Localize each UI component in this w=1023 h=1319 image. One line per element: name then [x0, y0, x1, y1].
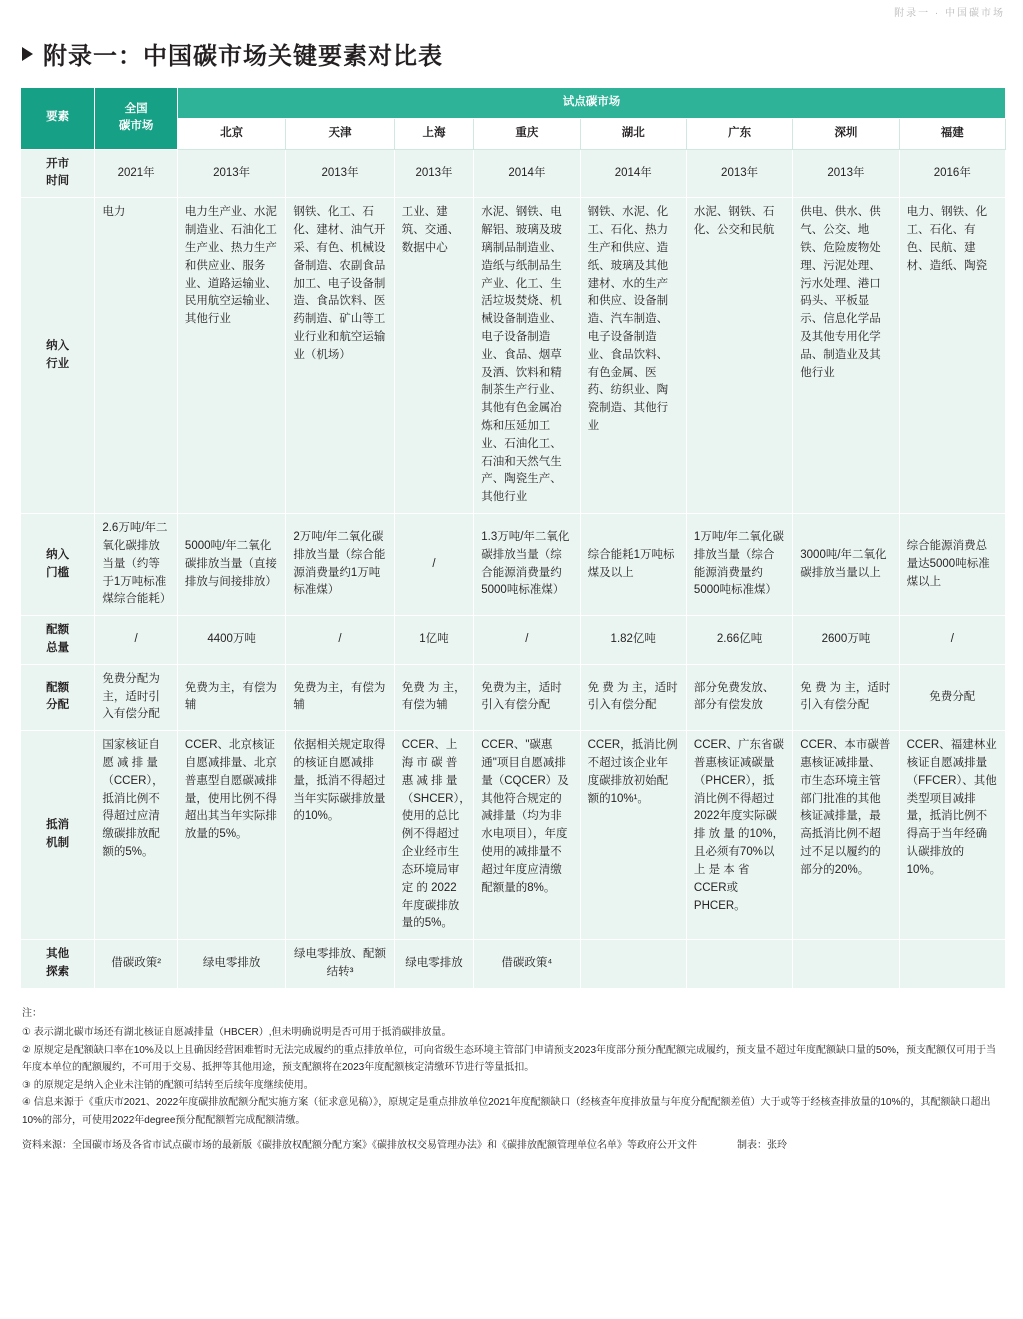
cell-offset-tianjin: 依据相关规定取得的核证自愿减排量，抵消不得超过当年实际碳排放量的10%。 — [286, 731, 394, 940]
cell-offset-national: 国家核证自愿 减 排 量（CCER），抵消比例不得超过应清缴碳排放配额的5%。 — [95, 731, 178, 940]
page-title: 附录一：中国碳市场关键要素对比表 — [43, 43, 443, 70]
cell-industries-chongqing: 水泥、钢铁、电解铝、玻璃及玻璃制品制造业、造纸与纸制品生产业、化工、生活垃圾焚烧、机械设备制造业、电子设备制造业、食品、烟草及酒、饮料和精制茶生产行业、其他有色金属冶炼和压延加工业、石油化工、石油和天然气生产、陶瓷生产、其他行业 — [474, 198, 580, 514]
cell-threshold-beijing: 5000吨/年二氧化碳排放当量（直接排放与间接排放） — [177, 514, 285, 616]
cell-other-tianjin: 绿电零排放、配额结转³ — [286, 940, 394, 989]
cell-threshold-shanghai: / — [394, 514, 474, 616]
table-row — [21, 514, 1006, 616]
cell-total-chongqing: / — [474, 616, 580, 665]
header-city-beijing: 北京 — [177, 118, 285, 149]
triangle-bullet-icon — [22, 47, 33, 61]
cell-offset-fujian: CCER、福建林业核证自愿减排量（FFCER）、其他类型项目减排量，抵消比例不得高于当年经确认碳排放的10%。 — [899, 731, 1005, 940]
cell-other-beijing: 绿电零排放 — [177, 940, 285, 989]
cell-industries-shanghai: 工业、建筑、交通、数据中心 — [394, 198, 474, 514]
source-text: 资料来源：全国碳市场及各省市试点碳市场的最新版《碳排放权配额分配方案》《碳排放权交易管理办法》和《碳排放配额管理单位名单》等政府公开文件 — [22, 1140, 697, 1152]
cell-threshold-tianjin: 2万吨/年二氧化碳排放当量（综合能源消费量约1万吨标准煤） — [286, 514, 394, 616]
cell-other-shenzhen — [793, 940, 899, 989]
row-label-line2: 探索 — [46, 965, 70, 978]
cell-total-fujian: / — [899, 616, 1005, 665]
footnotes-heading: 注： — [22, 1007, 42, 1019]
cell-launch-shenzhen: 2013年 — [793, 149, 899, 198]
header-city-hubei: 湖北 — [580, 118, 686, 149]
cell-threshold-chongqing: 1.3万吨/年二氧化碳排放当量（综合能源消费量约5000吨标准煤） — [474, 514, 580, 616]
header-city-guangdong: 广东 — [686, 118, 792, 149]
row-label-line1: 其他 — [46, 948, 70, 961]
row-label-covered-industries — [21, 198, 95, 514]
header-city-fujian: 福建 — [899, 118, 1005, 149]
cell-industries-beijing: 电力生产业、水泥制造业、石油化工生产业、热力生产和供应业、服务业、道路运输业、民用航空运输业、其他行业 — [177, 198, 285, 514]
header-national-market — [95, 88, 178, 150]
row-label-line1: 开市 — [46, 157, 70, 170]
row-label-other-exploration — [21, 940, 95, 989]
cell-offset-guangdong: CCER、广东省碳普惠核证减碳量（PHCER），抵消比例不得超过2022年度实际碳排 放 量 的10%，且必须有70%以上 是 本 省 CCER或PHCER。 — [686, 731, 792, 940]
cell-industries-national: 电力 — [95, 198, 178, 514]
cell-other-guangdong — [686, 940, 792, 989]
cell-offset-beijing: CCER、北京核证自愿减排量、北京普惠型自愿碳减排量，使用比例不得超出其当年实际排放量的5%。 — [177, 731, 285, 940]
cell-allocation-hubei: 免 费 为 主，适时引入有偿分配 — [580, 664, 686, 730]
cell-allocation-national: 免费分配为主，适时引入有偿分配 — [95, 664, 178, 730]
row-label-line1: 配额 — [46, 681, 70, 694]
cell-total-shanghai: 1亿吨 — [394, 616, 474, 665]
cell-industries-tianjin: 钢铁、化工、石化、建材、油气开采、有色、机械设备制造、农副食品加工、电子设备制造、食品饮料、医药制造、矿山等工业行业和航空运输业（机场） — [286, 198, 394, 514]
cell-industries-hubei: 钢铁、水泥、化工、石化、热力生产和供应、造纸、玻璃及其他建材、水的生产和供应、设备制造、汽车制造、电子设备制造业、食品饮料、有色金属、医药、纺织业、陶瓷制造、其他行业 — [580, 198, 686, 514]
row-label-line2: 行业 — [46, 357, 70, 370]
cell-launch-hubei: 2014年 — [580, 149, 686, 198]
table-row — [21, 198, 1006, 514]
cell-other-national: 借碳政策² — [95, 940, 178, 989]
header-city-chongqing: 重庆 — [474, 118, 580, 149]
header-city-shanghai: 上海 — [394, 118, 474, 149]
cell-allocation-fujian: 免费分配 — [899, 664, 1005, 730]
footnote-3: ③ 的原规定是纳入企业未注销的配额可结转至后续年度继续使用。 — [22, 1079, 314, 1091]
cell-total-tianjin: / — [286, 616, 394, 665]
cell-total-shenzhen: 2600万吨 — [793, 616, 899, 665]
cell-allocation-shenzhen: 免 费 为 主，适时引入有偿分配 — [793, 664, 899, 730]
row-label-line1: 纳入 — [46, 548, 70, 561]
cell-threshold-national: 2.6万吨/年二氧化碳排放当量（约等于1万吨标准煤综合能耗） — [95, 514, 178, 616]
header-pilot-markets: 试点碳市场 — [177, 88, 1005, 119]
cell-launch-shanghai: 2013年 — [394, 149, 474, 198]
cell-launch-national: 2021年 — [95, 149, 178, 198]
carbon-market-comparison-table — [20, 87, 1006, 989]
row-label-threshold — [21, 514, 95, 616]
cell-allocation-chongqing: 免费为主，适时引入有偿分配 — [474, 664, 580, 730]
cell-total-national: / — [95, 616, 178, 665]
header-city-tianjin: 天津 — [286, 118, 394, 149]
cell-launch-tianjin: 2013年 — [286, 149, 394, 198]
table-row — [21, 149, 1006, 198]
row-label-allowance-total — [21, 616, 95, 665]
cell-threshold-fujian: 综合能源消费总量达5000吨标准煤以上 — [899, 514, 1005, 616]
cell-allocation-shanghai: 免费 为 主，有偿为辅 — [394, 664, 474, 730]
cell-offset-hubei: CCER，抵消比例不超过该企业年度碳排放初始配额的10%¹。 — [580, 731, 686, 940]
source-row — [22, 1137, 1005, 1155]
row-label-offset-mechanism — [21, 731, 95, 940]
table-row — [21, 731, 1006, 940]
table-row — [21, 940, 1006, 989]
cell-launch-guangdong: 2013年 — [686, 149, 792, 198]
header-national-line2: 碳市场 — [118, 120, 154, 133]
footnotes-block — [22, 1005, 1005, 1155]
cell-allocation-guangdong: 部分免费发放、部分有偿发放 — [686, 664, 792, 730]
cell-launch-chongqing: 2014年 — [474, 149, 580, 198]
cell-other-shanghai: 绿电零排放 — [394, 940, 474, 989]
header-national-line1: 全国 — [124, 102, 148, 115]
row-label-line2: 机制 — [46, 837, 70, 850]
cell-other-fujian — [899, 940, 1005, 989]
footnote-4: ④ 信息来源于《重庆市2021、2022年度碳排放配额分配实施方案（征求意见稿）》，原规定是重点排放单位2021年度配额缺口（经核查年度排放量与年度分配配额差值）大于或等于经核查排放量的10%的，其配额缺口超出10%的部分，可使用2022年degree预分配配额暂完成配额清缴。 — [22, 1097, 991, 1126]
cell-launch-fujian: 2016年 — [899, 149, 1005, 198]
cell-threshold-guangdong: 1万吨/年二氧化碳排放当量（综合能源消费量约5000吨标准煤） — [686, 514, 792, 616]
row-label-launch-time — [21, 149, 95, 198]
footnote-2: ② 原规定是配额缺口率在10%及以上且确因经营困难暂时无法完成履约的重点排放单位，可向省级生态环境主管部门申请预支2023年度部分预分配配额完成履约，预支量不超过年度配额缺口量的50%，预支配额仅可用于当年度本单位的配额履约，不可用于交易、抵押等其他用途，预支配额将在2023年度配额核定清缴环节进行等量抵扣。 — [22, 1044, 997, 1074]
table-row — [21, 664, 1006, 730]
cell-other-hubei — [580, 940, 686, 989]
footnote-1: ① 表示湖北碳市场还有湖北核证自愿减排量（HBCER）,但未明确说明是否可用于抵消碳排放量。 — [22, 1027, 452, 1039]
header-city-shenzhen: 深圳 — [793, 118, 899, 149]
page-header-right: 附录一 · 中国碳市场 — [894, 8, 1005, 19]
cell-industries-guangdong: 水泥、钢铁、石化、公交和民航 — [686, 198, 792, 514]
header-factor: 要素 — [21, 88, 95, 150]
cell-industries-fujian: 电力、钢铁、化工、石化、有色、民航、建材、造纸、陶瓷 — [899, 198, 1005, 514]
page-title-row — [22, 36, 1005, 71]
row-label-line2: 门槛 — [46, 566, 70, 579]
page-topbar — [18, 0, 1005, 22]
row-label-line1: 抵消 — [46, 819, 70, 832]
row-label-line2: 总量 — [46, 641, 70, 654]
cell-launch-beijing: 2013年 — [177, 149, 285, 198]
cell-total-hubei: 1.82亿吨 — [580, 616, 686, 665]
cell-offset-chongqing: CCER、"碳惠通"项目自愿减排量（CQCER）及其他符合规定的减排量（均为非水电项目），年度使用的减排量不超过年度应清缴配额量的8%。 — [474, 731, 580, 940]
row-label-allocation — [21, 664, 95, 730]
row-label-line2: 时间 — [46, 175, 70, 188]
cell-total-beijing: 4400万吨 — [177, 616, 285, 665]
table-header-row-1 — [21, 88, 1006, 119]
cell-offset-shanghai: CCER、上海 市 碳 普 惠 减 排 量（SHCER），使用的总比例不得超过企业经市生态环境局审定 的 2022 年度碳排放量的5%。 — [394, 731, 474, 940]
cell-offset-shenzhen: CCER、本市碳普惠核证减排量、市生态环境主管部门批准的其他核证减排量，最高抵消比例不超过不足以履约的部分的20%。 — [793, 731, 899, 940]
table-row — [21, 616, 1006, 665]
row-label-line2: 分配 — [46, 699, 70, 712]
cell-other-chongqing: 借碳政策⁴ — [474, 940, 580, 989]
cell-allocation-beijing: 免费为主，有偿为辅 — [177, 664, 285, 730]
cell-threshold-hubei: 综合能耗1万吨标煤及以上 — [580, 514, 686, 616]
cell-industries-shenzhen: 供电、供水、供气、公交、地铁、危险废物处理、污泥处理、污水处理、港口码头、平板显示、信息化学品及其他专用化学品、制造业及其他行业 — [793, 198, 899, 514]
cell-total-guangdong: 2.66亿吨 — [686, 616, 792, 665]
author-credit: 制表：张玲 — [737, 1140, 787, 1152]
cell-threshold-shenzhen: 3000吨/年二氧化碳排放当量以上 — [793, 514, 899, 616]
row-label-line1: 配额 — [46, 624, 70, 637]
row-label-line1: 纳入 — [46, 339, 70, 352]
cell-allocation-tianjin: 免费为主，有偿为辅 — [286, 664, 394, 730]
